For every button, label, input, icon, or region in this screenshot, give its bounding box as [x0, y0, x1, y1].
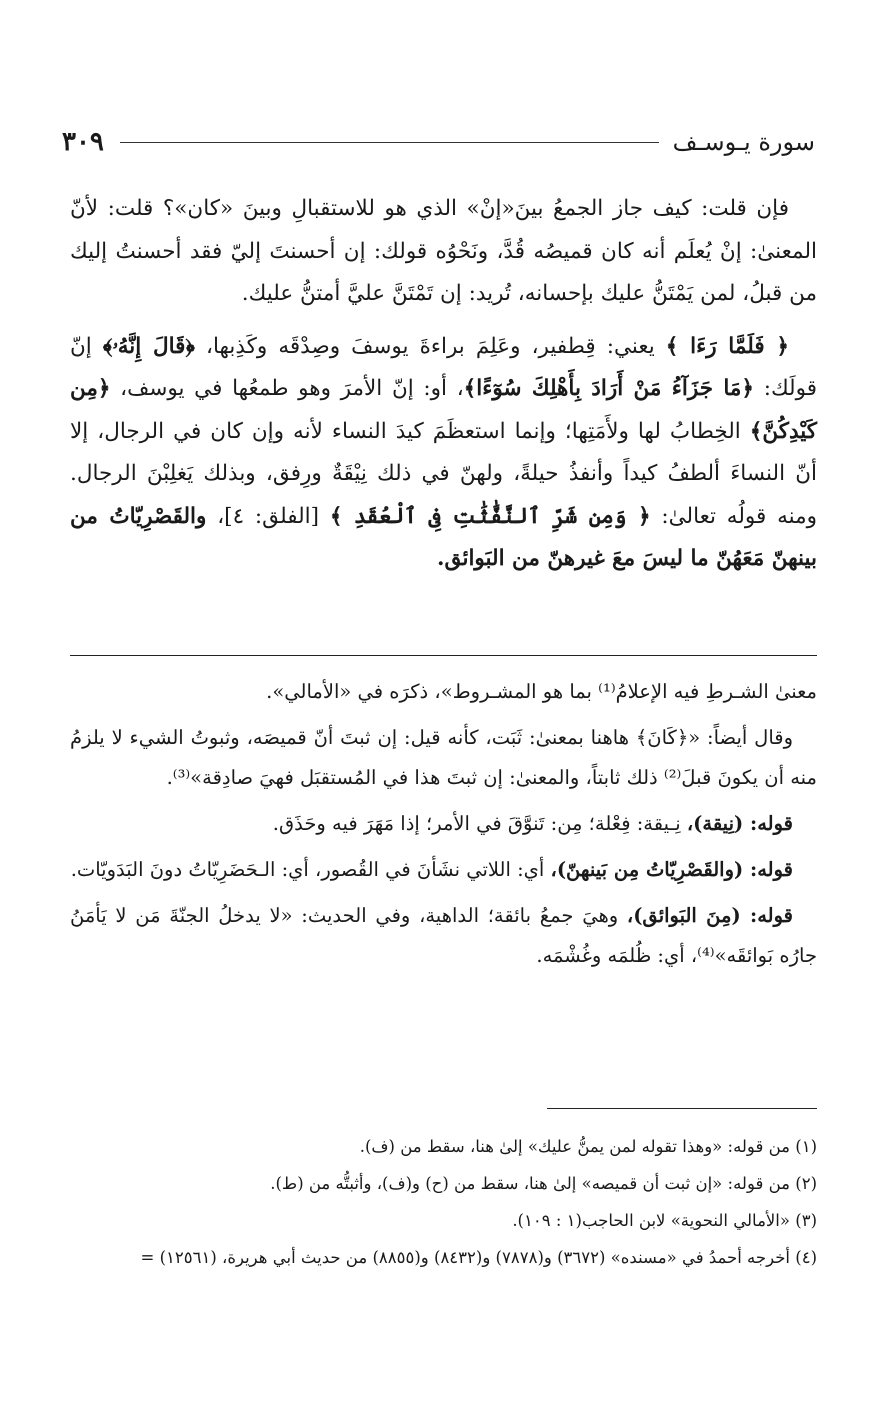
footnote-rule — [547, 1108, 817, 1109]
main-text-run: يعني: قِطفير، وعَلِمَ براءةَ يوسفَ وصِدْقَه وكَذِبها، — [194, 333, 666, 359]
commentary-paragraph-3 — [70, 804, 817, 844]
quran-quote: ﴿مِن كَيْدِكُنَّ﴾ — [70, 376, 817, 444]
footnote-1: (١) من قوله: «وهذا تقوله لمن يمنُّ عليك» إلىٰ هنا، سقط من (ف). — [359, 1137, 817, 1156]
bold-phrase: والقَصْرِيّاتُ من بينهنّ مَعَهُنّ ما ليسَ معَ غيرهنّ من البَوائق. — [70, 503, 817, 571]
commentary-label: قوله: (نِيقة)، — [686, 812, 793, 835]
footnote-2: (٢) من قوله: «إن ثبت أن قميصه» إلىٰ هنا، سقط من (ح) و(ف)، وأثبتُّه من (ط). — [270, 1174, 817, 1193]
commentary-text: نِـيقة: فِعْلة؛ مِن: تَنوَّقَ في الأمر؛ إذا مَهَرَ فيه وحَذَق. — [272, 812, 687, 835]
footnotes — [70, 1128, 817, 1276]
footnote-3: (٣) «الأمالي النحوية» لابن الحاجب(١ : ١٠٩). — [512, 1211, 817, 1230]
running-header — [62, 122, 815, 162]
footnote-4: (٤) أخرجه أحمدُ في «مسنده» (٣٦٧٢) و(٧٨٧٨) و(٨٤٣٢) و(٨٨٥٥) من حديث أبي هريرة، (١٢٥٦١) = — [140, 1248, 817, 1267]
commentary-paragraph-1: معنىٰ الشـرطِ فيه الإعلامُ⁽¹⁾ بما هو المشـروط»، ذكرَه في «الأمالي». — [266, 680, 817, 703]
commentary-label: قوله: (والقَصْرِيّاتُ مِن بَينهنّ)، — [550, 858, 793, 881]
quran-quote: ﴿مَا جَزَآءُ مَنْ أَرَادَ بِأَهْلِكَ سُوٓءًا﴾ — [463, 376, 754, 401]
main-text-run: إنّ قولَك: — [70, 333, 817, 401]
main-text-run: الخِطابُ لها ولأَمَتِها؛ وإنما استعظَمَ كيدَ النساء لأنه وإن كان في الرجال، إلا أنّ النساءَ ألطفُ كيداً وأنفذُ حيلةً، ولهنّ في ذلك نِيْقَةٌ ورِفق، وبذلك يَغلِبْنَ الرجال. ومنه قولُه تعالىٰ: — [70, 418, 817, 529]
commentary — [70, 672, 817, 982]
main-text-run: ، أو: إنّ الأمرَ وهو طمعُها في يوسف، — [110, 376, 464, 401]
page-number: ٣٠٩ — [62, 127, 104, 157]
commentary-paragraph-5 — [70, 896, 817, 976]
main-paragraph-1: فإن قلت: كيف جاز الجمعُ بينَ«إنْ» الذي هو للاستقبالِ وبينَ «كان»؟ قلت: لأنّ المعنىٰ: إنْ يُعلَم أنه كان قميصُه قُدَّ، ونَحْوُه قولك: إن أحسنتَ إليّ فقد أحسنتُ إليك من قبلُ، لمن يَمْتَنُّ عليك بإحسانه، تُريد: إن تَمْتَنَّ عليَّ أمتنُّ عليك. — [70, 196, 817, 306]
quran-quote: ﴿قَالَ إِنَّهُۥ﴾ — [102, 333, 195, 359]
surah-title: سورة يـوسـف — [672, 128, 815, 156]
main-text — [70, 188, 817, 591]
main-text-run: [الفلق: ٤]، — [206, 503, 330, 529]
commentary-text: وهيَ جمعُ بائقة؛ الداهية، وفي الحديث: «لا يدخلُ الجنّةَ مَن لا يَأمَنُ جارُه بَوائقَه»⁽⁴⁾، أي: ظُلمَه وغُشْمَه. — [70, 904, 817, 967]
commentary-text: أي: اللاتي نشَأنَ في القُصور، أي: الـحَضَرِيّاتُ دونَ البَدَويّات. — [70, 858, 551, 881]
header-rule — [120, 142, 659, 143]
commentary-paragraph-4 — [70, 850, 817, 890]
section-divider — [70, 655, 817, 656]
main-paragraph-2 — [70, 326, 817, 581]
quran-quote: ﴿ وَمِن شَرِّ ٱلنَّفَّٰثَٰتِ فِى ٱلْعُقَدِ ﴾ — [329, 503, 651, 529]
quran-quote: ﴿ فَلَمَّا رَءَا ﴾ — [665, 333, 789, 359]
commentary-paragraph-2: وقال أيضاً: «﴿كَانَ﴾ هاهنا بمعنىٰ: ثَبَت، كأنه قيل: إن ثبتَ أنّ قميصَه، وثبوتُ الشيء لا يلزمُ منه أن يكونَ قبلَ⁽²⁾ ذلك ثابتاً، والمعنىٰ: إن ثبتَ هذا في المُستقبَل فهيَ صادِقة»⁽³⁾. — [70, 726, 817, 789]
commentary-label: قوله: (مِنَ البَوائق)، — [626, 904, 794, 927]
